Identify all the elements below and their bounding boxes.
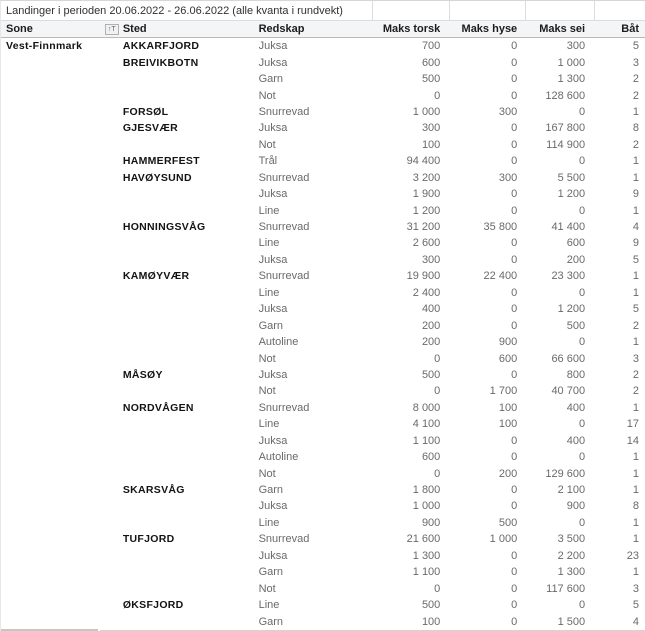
table-row	[1, 334, 645, 350]
maks-torsk-cell: 200	[421, 319, 441, 332]
maks-sei-cell: 600	[566, 237, 586, 250]
bat-cell: 5	[632, 40, 640, 53]
table-row	[1, 235, 645, 251]
maks-torsk-cell: 300	[421, 122, 441, 135]
bat-cell: 1	[632, 566, 640, 579]
table-header-row	[1, 21, 645, 38]
maks-sei-cell: 0	[578, 105, 586, 118]
maks-hyse-cell: 0	[511, 484, 518, 497]
maks-hyse-cell: 200	[498, 467, 518, 480]
table-row	[1, 433, 645, 449]
redskap-cell: Snurrevad	[258, 221, 310, 234]
redskap-cell: Line	[258, 418, 280, 431]
maks-hyse-cell: 0	[511, 582, 518, 595]
maks-hyse-cell: 0	[511, 549, 518, 562]
maks-torsk-cell: 600	[421, 451, 441, 464]
redskap-cell: Juksa	[258, 40, 288, 53]
maks-sei-cell: 128 600	[545, 89, 586, 102]
sted-cell: BREIVIKBOTN	[122, 56, 199, 69]
title-cell-divider	[525, 1, 526, 20]
maks-hyse-cell: 0	[511, 56, 518, 69]
maks-torsk-cell: 300	[421, 253, 441, 266]
maks-sei-cell: 0	[578, 155, 586, 168]
maks-hyse-cell: 0	[511, 253, 518, 266]
maks-torsk-cell: 500	[421, 368, 441, 381]
bat-cell: 2	[632, 89, 640, 102]
sted-cell: TUFJORD	[122, 533, 175, 546]
redskap-cell: Autoline	[258, 336, 299, 349]
maks-sei-cell: 40 700	[551, 385, 586, 398]
redskap-cell: Not	[258, 582, 276, 595]
maks-sei-cell: 66 600	[551, 352, 586, 365]
maks-sei-cell: 0	[578, 599, 586, 612]
bat-cell: 4	[632, 615, 640, 628]
maks-hyse-cell: 0	[511, 368, 518, 381]
redskap-cell: Snurrevad	[258, 533, 310, 546]
maks-hyse-cell: 0	[511, 615, 518, 628]
maks-sei-cell: 129 600	[545, 467, 586, 480]
table-row	[1, 252, 645, 268]
redskap-cell: Autoline	[258, 451, 299, 464]
maks-torsk-cell: 8 000	[412, 401, 441, 414]
maks-hyse-cell: 0	[511, 434, 518, 447]
bat-cell: 1	[632, 270, 640, 283]
maks-hyse-cell: 0	[511, 319, 518, 332]
bat-cell: 1	[632, 533, 640, 546]
table-body	[1, 38, 645, 630]
maks-sei-cell: 117 600	[546, 582, 586, 595]
table-row	[1, 268, 645, 284]
table-row	[1, 498, 645, 514]
table-row	[1, 71, 645, 87]
redskap-cell: Not	[258, 138, 276, 151]
maks-sei-cell: 23 300	[551, 270, 586, 283]
maks-hyse-cell: 300	[498, 171, 518, 184]
table-row	[1, 515, 645, 531]
table-row	[1, 597, 645, 613]
bat-cell: 9	[632, 237, 640, 250]
maks-sei-cell: 900	[566, 500, 586, 513]
maks-hyse-cell: 0	[511, 500, 518, 513]
sted-cell: HONNINGSVÅG	[122, 221, 206, 234]
maks-torsk-cell: 2 400	[412, 286, 441, 299]
maks-torsk-cell: 1 000	[412, 105, 441, 118]
maks-torsk-cell: 0	[434, 385, 441, 398]
column-header-sone-label: Sone	[6, 23, 33, 35]
bat-cell: 2	[632, 138, 640, 151]
maks-hyse-cell: 0	[511, 566, 518, 579]
redskap-cell: Garn	[258, 566, 284, 579]
bat-cell: 1	[632, 336, 640, 349]
sted-cell: ØKSFJORD	[122, 599, 184, 612]
bat-cell: 2	[632, 385, 640, 398]
table-row	[1, 170, 645, 186]
table-row	[1, 531, 645, 547]
bat-cell: 1	[632, 484, 640, 497]
maks-hyse-cell: 0	[511, 204, 518, 217]
title-cell-divider	[594, 1, 595, 20]
bat-cell: 1	[632, 467, 640, 480]
bat-cell: 5	[632, 303, 640, 316]
table-row	[1, 482, 645, 498]
table-row	[1, 465, 645, 481]
table-row	[1, 548, 645, 564]
table-title-row	[1, 1, 645, 21]
redskap-cell: Not	[258, 467, 276, 480]
column-header-sone[interactable]	[1, 23, 121, 35]
bat-cell: 1	[632, 204, 640, 217]
maks-hyse-cell: 35 800	[483, 221, 518, 234]
table-row	[1, 104, 645, 120]
redskap-cell: Snurrevad	[258, 401, 310, 414]
column-header-maks-torsk[interactable]: Maks torsk	[382, 23, 441, 35]
redskap-cell: Snurrevad	[258, 171, 310, 184]
maks-sei-cell: 167 800	[545, 122, 586, 135]
title-cell-divider	[449, 1, 450, 20]
maks-torsk-cell: 700	[421, 40, 441, 53]
maks-sei-cell: 1 200	[557, 303, 586, 316]
bat-cell: 1	[632, 516, 640, 529]
maks-torsk-cell: 1 000	[412, 500, 441, 513]
bat-cell: 5	[632, 253, 640, 266]
maks-hyse-cell: 100	[498, 418, 518, 431]
column-header-redskap[interactable]: Redskap	[258, 23, 305, 35]
table-row	[1, 202, 645, 218]
maks-sei-cell: 5 500	[557, 171, 586, 184]
title-cell-divider	[372, 1, 373, 20]
maks-torsk-cell: 1 100	[412, 434, 441, 447]
maks-hyse-cell: 0	[511, 303, 518, 316]
maks-sei-cell: 114 900	[546, 138, 586, 151]
maks-torsk-cell: 500	[421, 73, 441, 86]
sted-cell: FORSØL	[122, 105, 169, 118]
maks-sei-cell: 1 300	[557, 73, 586, 86]
bat-cell: 1	[632, 451, 640, 464]
maks-torsk-cell: 100	[421, 615, 441, 628]
sted-cell: MÅSØY	[122, 368, 163, 381]
maks-torsk-cell: 31 200	[406, 221, 441, 234]
redskap-cell: Garn	[258, 615, 284, 628]
maks-hyse-cell: 0	[511, 73, 518, 86]
table-row	[1, 137, 645, 153]
redskap-cell: Line	[258, 599, 280, 612]
bat-cell: 5	[632, 599, 640, 612]
maks-sei-cell: 1 500	[557, 615, 586, 628]
table-row	[1, 285, 645, 301]
table-row	[1, 613, 645, 629]
maks-hyse-cell: 0	[511, 237, 518, 250]
maks-torsk-cell: 500	[421, 599, 441, 612]
column-header-maks-hyse[interactable]: Maks hyse	[461, 23, 518, 35]
sted-cell: AKKARFJORD	[122, 40, 200, 53]
maks-hyse-cell: 600	[498, 352, 518, 365]
redskap-cell: Not	[258, 385, 276, 398]
maks-sei-cell: 300	[566, 40, 586, 53]
redskap-cell: Line	[258, 286, 280, 299]
maks-torsk-cell: 200	[421, 336, 441, 349]
redskap-cell: Juksa	[258, 368, 288, 381]
table-row	[1, 219, 645, 235]
redskap-cell: Garn	[258, 73, 284, 86]
bat-cell: 17	[626, 418, 640, 431]
sone-cell: Vest-Finnmark	[6, 40, 83, 53]
maks-hyse-cell: 0	[511, 122, 518, 135]
sted-cell: SKARSVÅG	[122, 484, 185, 497]
redskap-cell: Trål	[258, 155, 278, 168]
table-row	[1, 317, 645, 333]
redskap-cell: Juksa	[258, 188, 288, 201]
redskap-cell: Juksa	[258, 56, 288, 69]
bat-cell: 1	[632, 286, 640, 299]
redskap-cell: Not	[258, 89, 276, 102]
table-row	[1, 186, 645, 202]
redskap-cell: Juksa	[258, 122, 288, 135]
table-row	[1, 564, 645, 580]
maks-hyse-cell: 0	[511, 138, 518, 151]
maks-torsk-cell: 0	[434, 582, 441, 595]
maks-sei-cell: 400	[566, 401, 586, 414]
redskap-cell: Garn	[258, 319, 284, 332]
maks-sei-cell: 3 500	[557, 533, 586, 546]
maks-sei-cell: 0	[578, 286, 586, 299]
bat-cell: 14	[626, 434, 640, 447]
maks-sei-cell: 0	[578, 418, 586, 431]
bat-cell: 3	[632, 582, 640, 595]
maks-torsk-cell: 0	[434, 89, 441, 102]
maks-hyse-cell: 100	[498, 401, 518, 414]
table-row	[1, 400, 645, 416]
maks-torsk-cell: 1 300	[412, 549, 441, 562]
sted-cell: HAMMERFEST	[122, 155, 200, 168]
table-row	[1, 580, 645, 596]
bat-cell: 1	[632, 171, 640, 184]
column-header-maks-sei[interactable]: Maks sei	[539, 23, 586, 35]
maks-hyse-cell: 500	[498, 516, 518, 529]
bat-cell: 2	[632, 368, 640, 381]
table-row	[1, 350, 645, 366]
maks-torsk-cell: 400	[421, 303, 441, 316]
redskap-cell: Snurrevad	[258, 270, 310, 283]
maks-sei-cell: 400	[566, 434, 586, 447]
maks-torsk-cell: 0	[434, 467, 441, 480]
table-row	[1, 301, 645, 317]
bat-cell: 2	[632, 319, 640, 332]
redskap-cell: Juksa	[258, 434, 288, 447]
maks-sei-cell: 1 200	[557, 188, 586, 201]
maks-torsk-cell: 600	[421, 56, 441, 69]
maks-torsk-cell: 0	[434, 352, 441, 365]
redskap-cell: Juksa	[258, 303, 288, 316]
redskap-cell: Juksa	[258, 500, 288, 513]
maks-sei-cell: 1 000	[557, 56, 586, 69]
redskap-cell: Line	[258, 516, 280, 529]
maks-sei-cell: 2 100	[557, 484, 586, 497]
maks-sei-cell: 1 300	[557, 566, 586, 579]
maks-hyse-cell: 0	[511, 451, 518, 464]
redskap-cell: Garn	[258, 484, 284, 497]
bat-cell: 3	[632, 352, 640, 365]
bat-cell: 8	[632, 500, 640, 513]
maks-sei-cell: 0	[578, 204, 586, 217]
maks-sei-cell: 0	[578, 451, 586, 464]
redskap-cell: Snurrevad	[258, 105, 310, 118]
maks-sei-cell: 0	[578, 516, 586, 529]
maks-torsk-cell: 1 200	[412, 204, 441, 217]
sted-cell: NORDVÅGEN	[122, 401, 194, 414]
maks-torsk-cell: 1 100	[412, 566, 441, 579]
redskap-cell: Juksa	[258, 253, 288, 266]
bat-cell: 1	[632, 105, 640, 118]
table-row	[1, 54, 645, 70]
sted-cell: HAVØYSUND	[122, 171, 192, 184]
maks-hyse-cell: 1 000	[489, 533, 518, 546]
maks-sei-cell: 200	[566, 253, 586, 266]
maks-torsk-cell: 94 400	[406, 155, 441, 168]
table-row	[1, 383, 645, 399]
maks-sei-cell: 0	[578, 336, 586, 349]
bat-cell: 8	[632, 122, 640, 135]
maks-torsk-cell: 1 900	[412, 188, 441, 201]
bat-cell: 3	[632, 56, 640, 69]
maks-hyse-cell: 0	[511, 89, 518, 102]
maks-hyse-cell: 0	[511, 599, 518, 612]
bat-cell: 1	[632, 401, 640, 414]
maks-torsk-cell: 2 600	[412, 237, 441, 250]
table-row	[1, 367, 645, 383]
sted-cell: KAMØYVÆR	[122, 270, 190, 283]
maks-torsk-cell: 4 100	[412, 418, 441, 431]
maks-hyse-cell: 900	[498, 336, 518, 349]
maks-torsk-cell: 3 200	[412, 171, 441, 184]
maks-hyse-cell: 300	[498, 105, 518, 118]
maks-torsk-cell: 900	[421, 516, 441, 529]
maks-hyse-cell: 1 700	[489, 385, 518, 398]
maks-sei-cell: 41 400	[551, 221, 586, 234]
redskap-cell: Line	[258, 237, 280, 250]
maks-hyse-cell: 0	[511, 155, 518, 168]
redskap-cell: Not	[258, 352, 276, 365]
sort-text-icon[interactable]: ↑T	[105, 24, 119, 35]
maks-sei-cell: 2 200	[557, 549, 586, 562]
maks-hyse-cell: 22 400	[483, 270, 518, 283]
maks-torsk-cell: 100	[421, 138, 441, 151]
maks-hyse-cell: 0	[511, 188, 518, 201]
bat-cell: 4	[632, 221, 640, 234]
redskap-cell: Juksa	[258, 549, 288, 562]
bat-cell: 23	[626, 549, 640, 562]
column-header-sted[interactable]: Sted	[122, 23, 147, 35]
table-row	[1, 153, 645, 169]
maks-hyse-cell: 0	[511, 40, 518, 53]
bat-cell: 2	[632, 73, 640, 86]
table-row	[1, 38, 645, 54]
maks-hyse-cell: 0	[511, 286, 518, 299]
table-row	[1, 449, 645, 465]
column-header-bat[interactable]: Båt	[621, 23, 640, 35]
table-row	[1, 416, 645, 432]
maks-torsk-cell: 19 900	[406, 270, 441, 283]
sted-cell: GJESVÆR	[122, 122, 179, 135]
redskap-cell: Line	[258, 204, 280, 217]
table-row	[1, 87, 645, 103]
table-row	[1, 120, 645, 136]
bat-cell: 9	[632, 188, 640, 201]
maks-torsk-cell: 21 600	[406, 533, 441, 546]
bat-cell: 1	[632, 155, 640, 168]
maks-torsk-cell: 1 800	[412, 484, 441, 497]
maks-sei-cell: 500	[566, 319, 586, 332]
table-title: Landinger i perioden 20.06.2022 - 26.06.2022 (alle kvanta i rundvekt)	[6, 4, 343, 17]
maks-sei-cell: 800	[566, 368, 586, 381]
